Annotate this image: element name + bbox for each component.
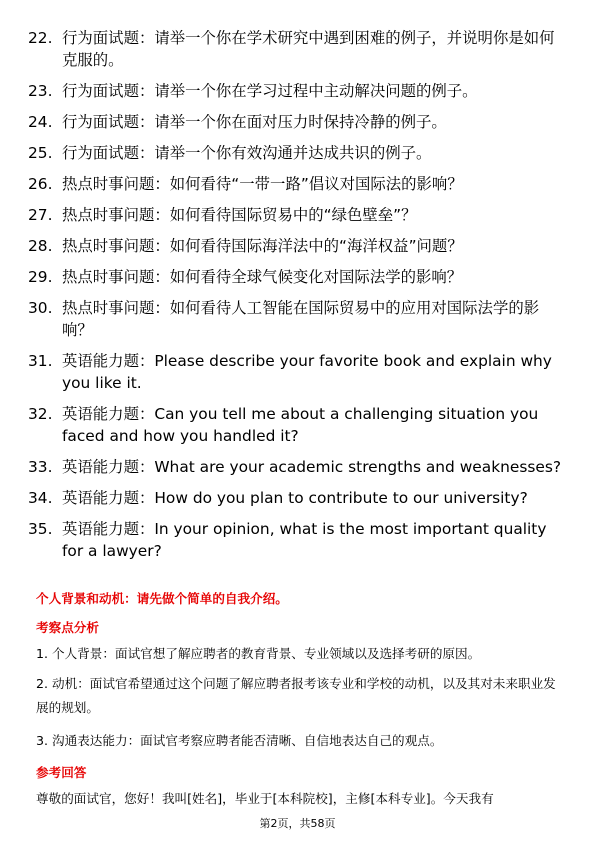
analysis-point: 3. 沟通表达能力：面试官考察应聘者能否清晰、自信地表达自己的观点。	[36, 733, 443, 748]
question-text: 行为面试题：请举一个你在学习过程中主动解决问题的例子。	[62, 82, 478, 100]
section-title: 个人背景和动机：请先做个简单的自我介绍。	[36, 591, 288, 606]
question-number: 26.	[28, 175, 53, 193]
question-text: 热点时事问题：如何看待国际贸易中的“绿色壁垒”？	[62, 206, 417, 224]
question-number: 35.	[28, 520, 53, 538]
list-item	[28, 142, 568, 164]
list-item	[28, 456, 568, 478]
question-number: 31.	[28, 352, 53, 370]
question-text: 行为面试题：请举一个你在学术研究中遇到困难的例子，并说明你是如何克服的。	[62, 29, 555, 69]
list-item	[28, 204, 568, 226]
question-text: 热点时事问题：如何看待人工智能在国际贸易中的应用对国际法学的影响？	[62, 299, 540, 339]
list-item	[28, 350, 568, 394]
list-item	[28, 266, 568, 288]
question-text: 英语能力题：In your opinion, what is the most important quality for a lawyer?	[62, 520, 547, 560]
question-text: 英语能力题：How do you plan to contribute to our university?	[62, 489, 528, 507]
list-item	[28, 487, 568, 509]
question-text: 英语能力题：What are your academic strengths and weaknesses?	[62, 458, 562, 476]
question-number: 28.	[28, 237, 53, 255]
question-text: 行为面试题：请举一个你在面对压力时保持冷静的例子。	[62, 113, 447, 131]
question-number: 30.	[28, 299, 53, 317]
question-number: 32.	[28, 405, 53, 423]
question-number: 22.	[28, 29, 53, 47]
answer-text: 尊敬的面试官，您好！我叫[姓名]，毕业于[本科院校]，主修[本科专业]。今天我有	[36, 791, 494, 806]
question-number: 24.	[28, 113, 53, 131]
answer-heading: 参考回答	[36, 765, 87, 780]
list-item	[28, 518, 568, 562]
list-item	[28, 235, 568, 257]
list-item	[28, 403, 568, 447]
list-item	[28, 80, 568, 102]
list-item	[28, 297, 568, 341]
question-number: 27.	[28, 206, 53, 224]
question-list	[28, 27, 568, 571]
list-item	[28, 173, 568, 195]
question-text: 热点时事问题：如何看待国际海洋法中的“海洋权益”问题？	[62, 237, 463, 255]
question-text: 英语能力题：Please describe your favorite book and explain why you like it.	[62, 352, 552, 392]
page-footer: 第2页，共58页	[259, 817, 336, 830]
analysis-point: 1. 个人背景：面试官想了解应聘者的教育背景、专业领域以及选择考研的原因。	[36, 646, 481, 661]
question-text: 热点时事问题：如何看待全球气候变化对国际法学的影响？	[62, 268, 463, 286]
question-number: 29.	[28, 268, 53, 286]
question-text: 英语能力题：Can you tell me about a challenging situation you faced and how you handled it?	[62, 405, 539, 445]
list-item	[28, 111, 568, 133]
question-text: 热点时事问题：如何看待“一带一路”倡议对国际法的影响？	[62, 175, 463, 193]
question-number: 33.	[28, 458, 53, 476]
analysis-heading: 考察点分析	[36, 620, 99, 635]
question-number: 34.	[28, 489, 53, 507]
question-number: 23.	[28, 82, 53, 100]
analysis-point: 2. 动机：面试官希望通过这个问题了解应聘者报考该专业和学校的动机，以及其对未来职业发展的规划。	[36, 676, 556, 715]
list-item	[28, 27, 568, 71]
question-text: 行为面试题：请举一个你有效沟通并达成共识的例子。	[62, 144, 432, 162]
question-number: 25.	[28, 144, 53, 162]
